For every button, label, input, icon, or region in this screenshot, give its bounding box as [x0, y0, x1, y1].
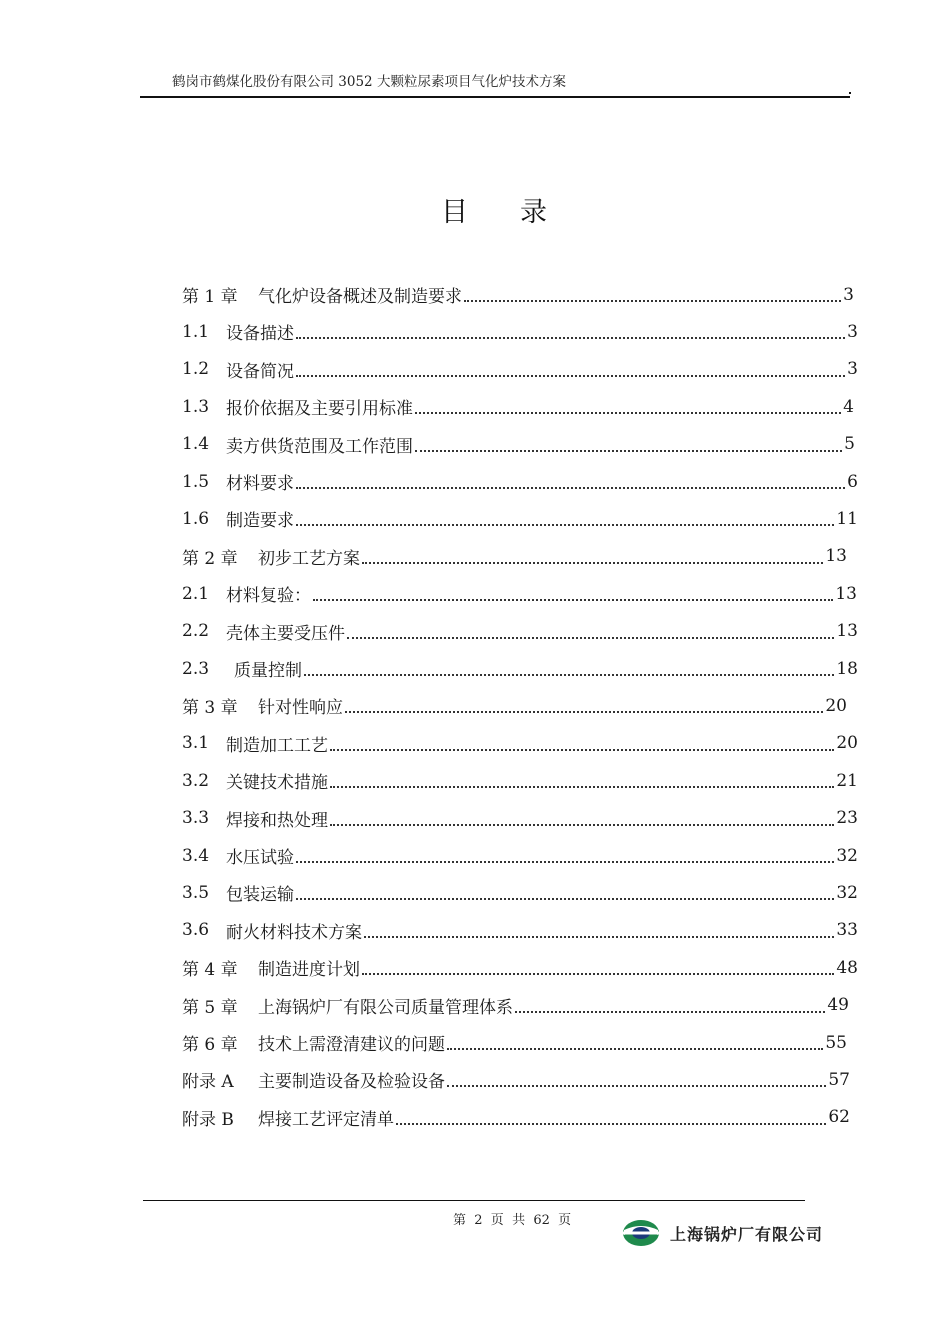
toc-dot-leader	[447, 1084, 826, 1087]
toc-entry-title: 气化炉设备概述及制造要求	[258, 287, 462, 307]
toc-entry[interactable]	[182, 800, 858, 837]
toc-entry-number: 第 5 章	[182, 997, 238, 1018]
toc-entry-page: 32	[836, 882, 858, 903]
toc-entry-page: 3	[843, 284, 854, 305]
toc-entry-title: 针对性响应	[258, 698, 343, 719]
toc-entry-page: 5	[844, 434, 855, 455]
toc-dot-leader	[296, 860, 834, 863]
header-rule-end-mark	[849, 92, 851, 94]
toc-entry-title: 制造加工工艺	[226, 735, 328, 756]
toc-entry-number: 3.3	[182, 808, 210, 829]
toc-entry[interactable]	[182, 463, 858, 500]
toc-entry-title: 材料复验：	[226, 586, 311, 607]
toc-dot-leader	[447, 1047, 823, 1050]
toc-entry-title: 制造进度计划	[258, 960, 360, 981]
toc-entry-number: 第 4 章	[182, 960, 238, 981]
toc-entry-number: 1.4	[182, 434, 210, 455]
toc-dot-leader	[296, 523, 834, 526]
toc-dot-leader	[362, 561, 823, 564]
toc-entry[interactable]	[182, 949, 858, 986]
toc-entry-title: 焊接和热处理	[226, 810, 328, 831]
toc-entry-page: 13	[835, 583, 857, 604]
toc-entry[interactable]	[182, 912, 858, 949]
toc-entry-number: 3.4	[182, 845, 210, 866]
toc-dot-leader	[415, 411, 841, 414]
toc-entry-number: 3.2	[182, 770, 210, 791]
toc-dot-leader	[330, 785, 834, 788]
toc-entry-number: 1.6	[182, 508, 210, 529]
toc-entry[interactable]	[182, 762, 858, 799]
toc-entry-title: 壳体主要受压件	[226, 623, 345, 644]
toc-entry-number: 第 3 章	[182, 698, 238, 719]
toc-dot-leader	[330, 823, 834, 826]
toc-entry-number: 附录 B	[182, 1109, 234, 1130]
toc-entry-number: 1.1	[182, 321, 210, 342]
toc-entry-number: 第 6 章	[182, 1035, 238, 1055]
toc-entry-number: 第 1 章	[182, 287, 238, 307]
toc-entry-page: 49	[827, 995, 849, 1016]
toc-entry-number: 3.5	[182, 882, 210, 903]
toc-dot-leader	[515, 1010, 825, 1013]
company-name: 上海锅炉厂有限公司	[670, 1224, 824, 1244]
toc-entry[interactable]	[182, 1099, 850, 1136]
shanghai-boiler-logo-icon	[622, 1218, 660, 1248]
toc-entry[interactable]	[182, 538, 847, 575]
toc-dot-leader	[296, 374, 845, 377]
toc-entry[interactable]	[182, 575, 857, 612]
toc-entry[interactable]	[182, 388, 854, 425]
toc-entry-page: 20	[836, 733, 858, 754]
toc-entry[interactable]	[182, 837, 858, 874]
toc-dot-leader	[362, 972, 834, 975]
toc-entry-number: 附录 A	[182, 1072, 234, 1093]
toc-dot-leader	[415, 449, 842, 452]
toc-entry-title: 关键技术措施	[226, 773, 328, 794]
toc-entry-title: 制造要求	[226, 511, 294, 532]
toc-dot-leader	[296, 486, 845, 489]
toc-dot-leader	[396, 1122, 826, 1125]
toc-entry-title: 材料要求	[226, 474, 294, 494]
toc-dot-leader	[347, 636, 834, 639]
toc-entry-title: 上海锅炉厂有限公司质量管理体系	[258, 997, 513, 1018]
toc-entry[interactable]	[182, 725, 858, 762]
toc-dot-leader	[345, 710, 823, 713]
toc-entry-page: 11	[836, 508, 858, 529]
toc-entry[interactable]	[182, 1061, 850, 1098]
toc-entry-number: 1.2	[182, 359, 210, 380]
toc-entry[interactable]	[182, 313, 858, 350]
toc-entry-page: 3	[847, 359, 858, 380]
toc-entry-title: 报价依据及主要引用标准	[226, 399, 413, 420]
toc-entry-title: 耐火材料技术方案	[226, 922, 362, 943]
toc-dot-leader	[330, 748, 834, 751]
toc-entry-page: 62	[828, 1107, 850, 1128]
toc-entry-number: 2.2	[182, 621, 210, 642]
toc-entry-title: 包装运输	[226, 885, 294, 906]
toc-entry-page: 21	[836, 770, 858, 791]
header-title: 鹤岗市鹤煤化股份有限公司 3052 大颗粒尿素项目气化炉技术方案	[172, 74, 566, 90]
toc-dot-leader	[296, 336, 845, 339]
toc-entry[interactable]	[182, 426, 855, 463]
toc-entry-page: 13	[836, 621, 858, 642]
toc-entry-page: 3	[847, 321, 858, 342]
toc-entry-title: 水压试验	[226, 848, 294, 868]
toc-entry-number: 2.1	[182, 583, 210, 604]
toc-entry-page: 18	[836, 658, 858, 679]
toc-entry-number: 3.1	[182, 733, 210, 754]
toc-entry-title: 主要制造设备及检验设备	[258, 1072, 445, 1093]
toc-entry-title: 设备简况	[226, 361, 294, 382]
header-rule	[140, 96, 850, 98]
toc-entry-page: 4	[843, 396, 854, 417]
page-title: 目录	[441, 197, 599, 228]
toc-entry[interactable]	[182, 874, 858, 911]
toc-entry-title: 初步工艺方案	[258, 548, 360, 569]
toc-dot-leader	[296, 897, 834, 900]
toc-entry[interactable]	[182, 276, 854, 313]
toc-entry-page: 13	[825, 546, 847, 567]
toc-dot-leader	[304, 673, 834, 676]
toc-entry[interactable]	[182, 351, 858, 388]
toc-entry-page: 48	[836, 957, 858, 978]
toc-dot-leader	[464, 299, 841, 302]
toc-entry-title: 设备描述	[226, 324, 294, 345]
toc-entry[interactable]	[182, 613, 858, 650]
toc-entry-page: 32	[836, 845, 858, 866]
toc-entry-title: 焊接工艺评定清单	[258, 1109, 394, 1130]
toc-dot-leader	[313, 598, 833, 601]
footer-rule	[143, 1200, 805, 1201]
toc-dot-leader	[364, 935, 834, 938]
toc-entry-title: 卖方供货范围及工作范围	[226, 436, 413, 457]
toc-entry-number: 第 2 章	[182, 548, 238, 569]
toc-entry-page: 6	[847, 471, 858, 492]
toc-entry-number: 3.6	[182, 920, 210, 941]
toc-entry-title: 质量控制	[234, 661, 302, 681]
toc-entry[interactable]	[182, 1024, 847, 1061]
toc-entry[interactable]	[182, 687, 847, 724]
toc-entry-title: 技术上需澄清建议的问题	[258, 1035, 445, 1055]
toc-entry[interactable]	[182, 987, 849, 1024]
toc-entry-number: 2.3	[182, 658, 210, 679]
company-logo	[622, 1218, 823, 1248]
toc-entry-page: 23	[836, 808, 858, 829]
toc-entry-page: 33	[836, 920, 858, 941]
toc-entry-page: 20	[825, 695, 847, 716]
toc-entry[interactable]	[182, 650, 858, 687]
toc-entry-page: 55	[825, 1032, 847, 1053]
toc-entry-number: 1.5	[182, 471, 210, 492]
toc-entry-page: 57	[828, 1069, 850, 1090]
toc-entry[interactable]	[182, 500, 858, 537]
toc-entry-number: 1.3	[182, 396, 210, 417]
footer-page-number: 第 2 页 共 62 页	[453, 1213, 572, 1228]
